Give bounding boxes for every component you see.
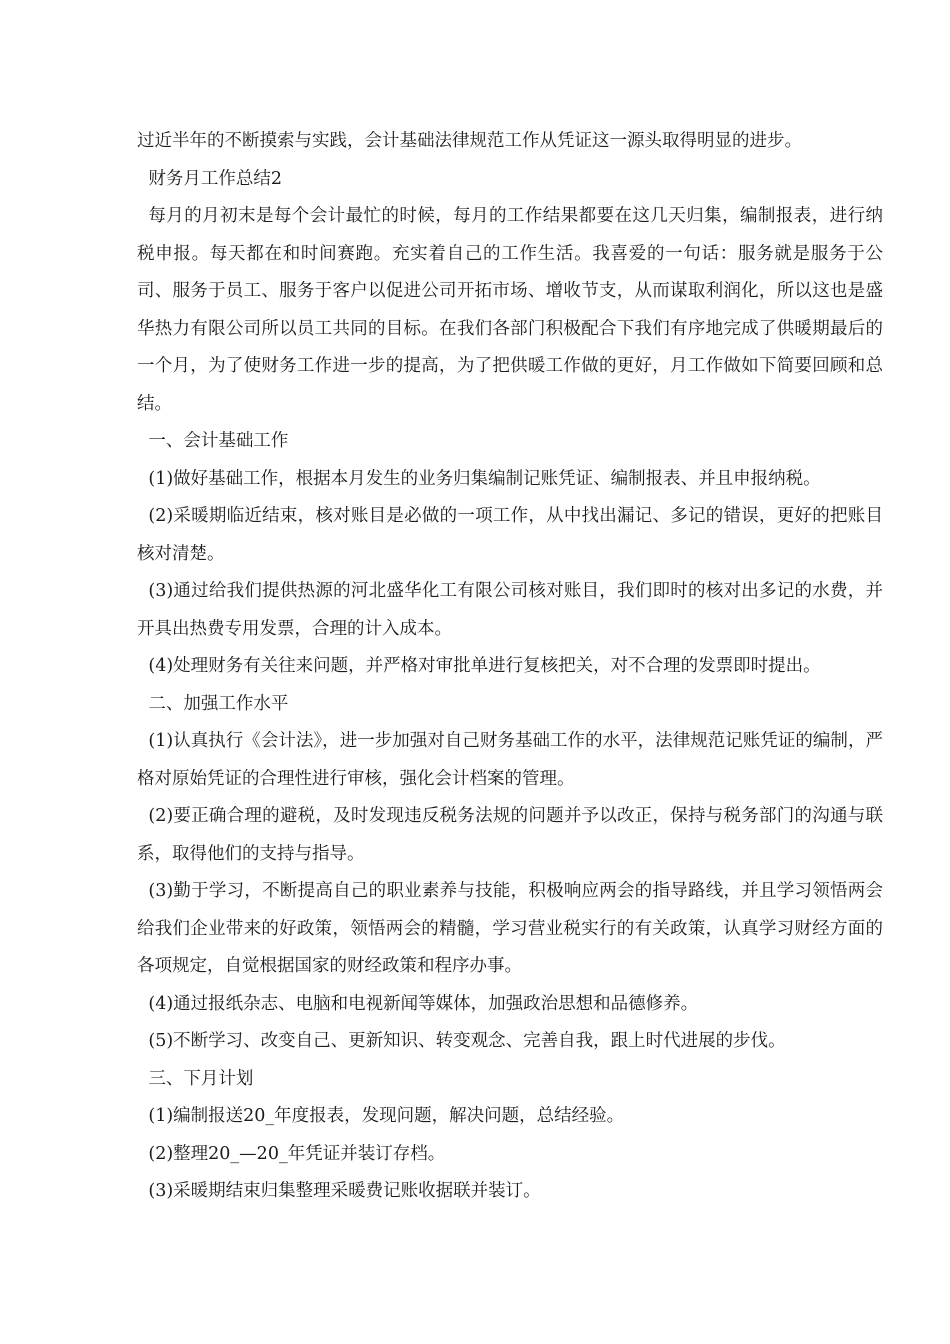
paragraph-continuation: 过近半年的不断摸索与实践，会计基础法律规范工作从凭证这一源头取得明显的进步。 [137, 131, 802, 151]
list-item: (2)整理20_—20_年凭证并装订存档。 [148, 1143, 446, 1164]
document-body [137, 123, 883, 1211]
list-item: (2)采暖期临近结束，核对账目是必做的一项工作，从中找出漏记、多记的错误，更好的把账目核对清楚。 [137, 506, 883, 564]
list-item: (4)处理财务有关往来问题，并严格对审批单进行复核把关，对不合理的发票即时提出。 [148, 656, 821, 676]
list-item: (2)要正确合理的避税，及时发现违反税务法规的问题并予以改正，保持与税务部门的沟通与联系，取得他们的支持与指导。 [137, 806, 883, 864]
list-item: (1)认真执行《会计法》，进一步加强对自己财务基础工作的水平，法律规范记账凭证的编制，严格对原始凭证的合理性进行审核，强化会计档案的管理。 [137, 731, 883, 789]
list-item: (1)编制报送20_年度报表，发现问题，解决问题，总结经验。 [148, 1106, 625, 1126]
list-item: (3)勤于学习，不断提高自己的职业素养与技能，积极响应两会的指导路线，并且学习领悟两会给我们企业带来的好政策，领悟两会的精髓，学习营业税实行的有关政策，认真学习财经方面的各项规定，自觉根据国家的财经政策和程序办事。 [137, 881, 883, 976]
heading-next-month-plan: 三、下月计划 [148, 1068, 254, 1089]
section-title: 财务月工作总结2 [148, 168, 283, 189]
list-item: (4)通过报纸杂志、电脑和电视新闻等媒体，加强政治思想和品德修养。 [148, 993, 699, 1014]
paragraph-intro: 每月的月初末是每个会计最忙的时候，每月的工作结果都要在这几天归集，编制报表，进行纳税申报。每天都在和时间赛跑。充实着自己的工作生活。我喜爱的一句话：服务就是服务于公司、服务于员工、服务于客户以促进公司开拓市场、增收节支，从而谋取利润化，所以这也是盛华热力有限公司所以员工共同的目标。在我们各部门积极配合下我们有序地完成了供暖期最后的一个月，为了使财务工作进一步的提高，为了把供暖工作做的更好，月工作做如下简要回顾和总结。 [137, 206, 883, 414]
list-item: (3)通过给我们提供热源的河北盛华化工有限公司核对账目，我们即时的核对出多记的水费，并开具出热费专用发票，合理的计入成本。 [137, 581, 883, 639]
list-item: (1)做好基础工作，根据本月发生的业务归集编制记账凭证、编制报表、并且申报纳税。 [148, 468, 821, 489]
heading-accounting-basics: 一、会计基础工作 [148, 431, 289, 451]
list-item: (5)不断学习、改变自己、更新知识、转变观念、完善自我，跟上时代进展的步伐。 [148, 1031, 786, 1051]
list-item: (3)采暖期结束归集整理采暖费记账收据联并装订。 [148, 1181, 541, 1201]
heading-strengthen-work: 二、加强工作水平 [148, 693, 289, 714]
